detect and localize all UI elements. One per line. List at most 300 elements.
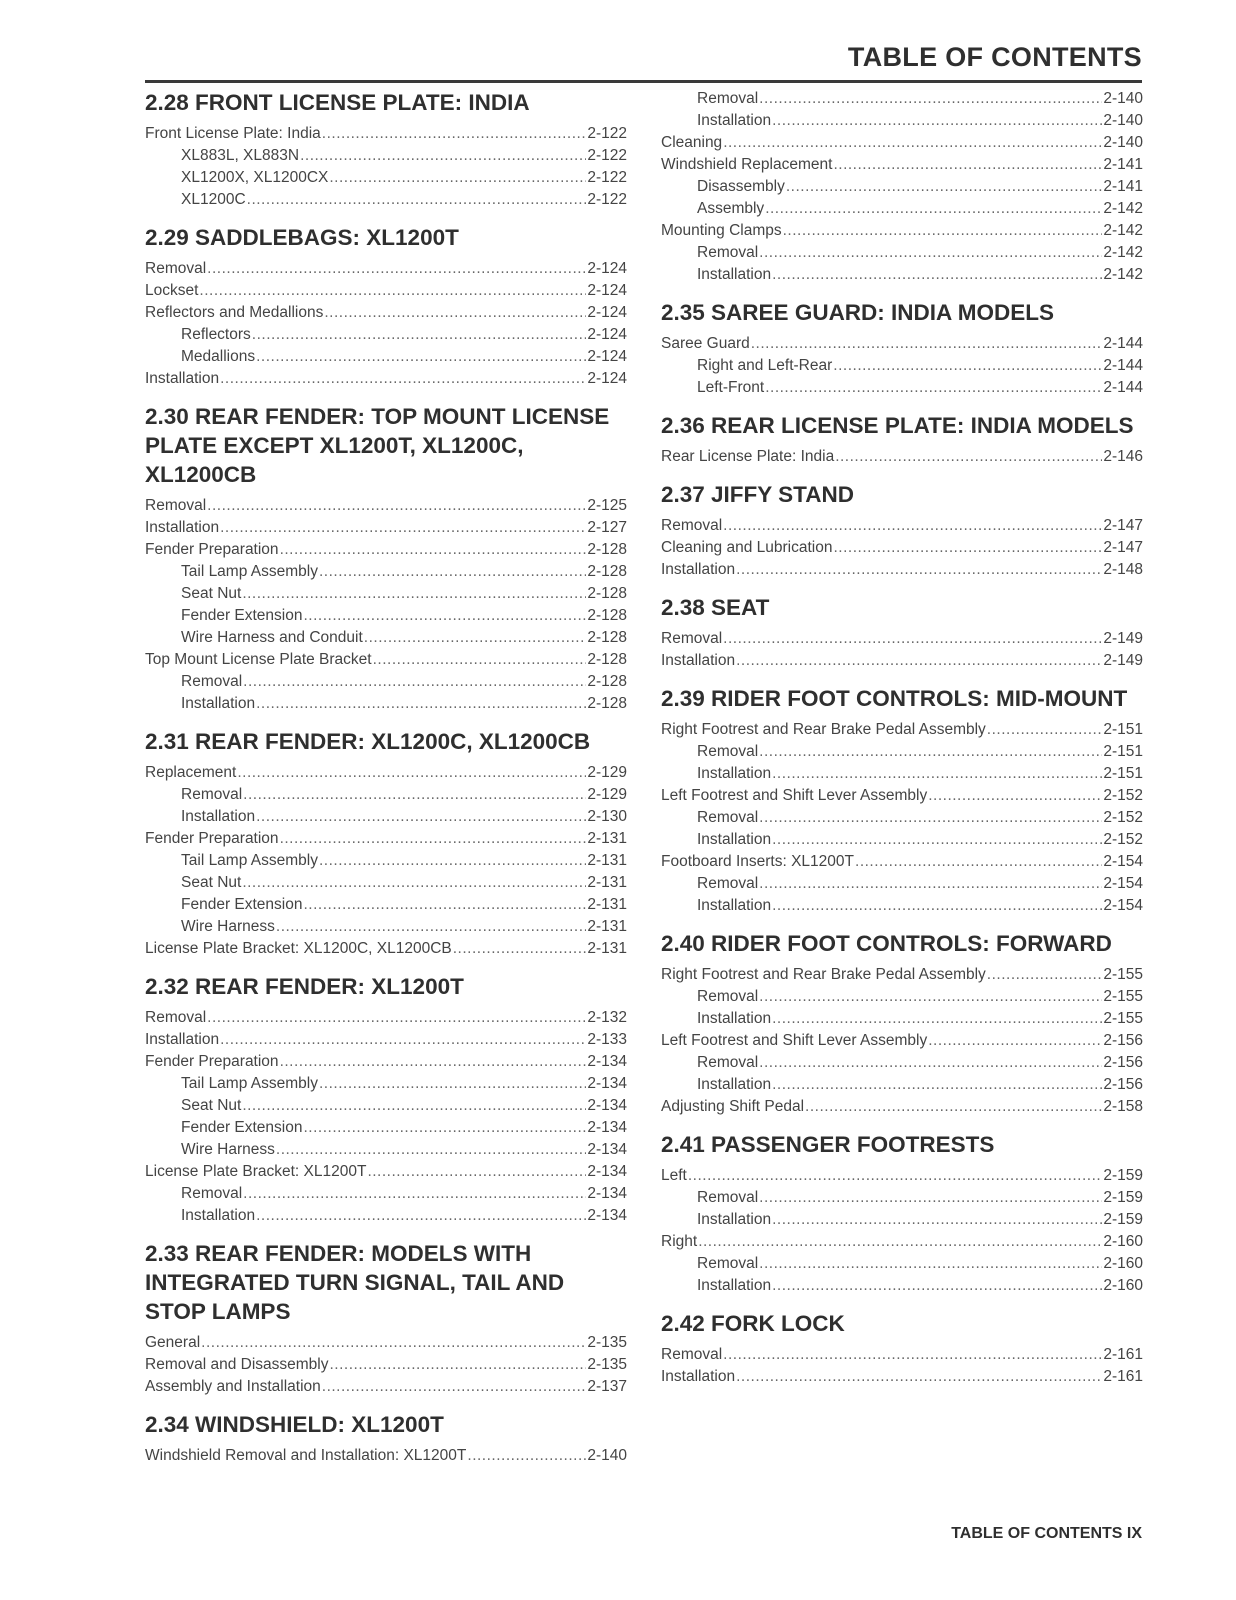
toc-entry-label: Installation xyxy=(697,1211,772,1228)
toc-entry[interactable] xyxy=(661,1366,1143,1388)
dot-leader xyxy=(367,1161,586,1183)
toc-entry-page: 2-137 xyxy=(587,1378,627,1395)
toc-entry[interactable] xyxy=(661,1209,1143,1231)
toc-entry-label: Removal xyxy=(145,497,207,514)
toc-entry[interactable] xyxy=(145,167,627,189)
toc-entry[interactable] xyxy=(145,495,627,517)
toc-entry-page: 2-124 xyxy=(587,370,627,387)
dot-leader xyxy=(304,1117,587,1139)
dot-leader xyxy=(319,1073,586,1095)
toc-entry[interactable] xyxy=(145,258,627,280)
toc-entry[interactable] xyxy=(145,368,627,390)
toc-entry-label: Installation xyxy=(697,765,772,782)
toc-entry[interactable] xyxy=(145,1095,627,1117)
toc-entry-page: 2-130 xyxy=(587,808,627,825)
dot-leader xyxy=(247,189,587,211)
toc-entry[interactable] xyxy=(145,784,627,806)
toc-entry-label: Removal xyxy=(697,1189,759,1206)
toc-entry[interactable] xyxy=(661,242,1143,264)
dot-leader xyxy=(759,242,1102,264)
section-title: 2.33 REAR FENDER: MODELS WITH INTEGRATED TURN SIGNAL, TAIL AND STOP LAMPS xyxy=(145,1241,565,1324)
dot-leader xyxy=(276,916,586,938)
toc-entry[interactable] xyxy=(661,1030,1143,1052)
toc-section xyxy=(661,929,1143,1118)
toc-section xyxy=(661,593,1143,672)
toc-entry-page: 2-134 xyxy=(587,1207,627,1224)
toc-entry[interactable] xyxy=(661,1165,1143,1187)
toc-entry[interactable] xyxy=(145,850,627,872)
toc-entry-label: Lockset xyxy=(145,282,199,299)
toc-entry-label: Installation xyxy=(697,897,772,914)
dot-leader xyxy=(243,784,586,806)
toc-section xyxy=(145,88,627,211)
toc-entry[interactable] xyxy=(145,872,627,894)
toc-right-column xyxy=(661,88,1143,1400)
toc-entry-label: Installation xyxy=(661,652,736,669)
dot-leader xyxy=(242,872,586,894)
dot-leader xyxy=(772,895,1102,917)
toc-entry-label: Installation xyxy=(697,1277,772,1294)
section-title: 2.36 REAR LICENSE PLATE: INDIA MODELS xyxy=(661,413,1134,438)
dot-leader xyxy=(928,785,1102,807)
toc-entry-page: 2-128 xyxy=(587,651,627,668)
toc-entry-label: Right Footrest and Rear Brake Pedal Assembly xyxy=(661,721,986,738)
toc-entry-label: Installation xyxy=(145,519,220,536)
toc-entry-page: 2-142 xyxy=(1103,200,1143,217)
toc-entry-page: 2-154 xyxy=(1103,897,1143,914)
toc-entry[interactable] xyxy=(145,806,627,828)
toc-entry-label: Removal xyxy=(661,517,723,534)
toc-entry-page: 2-134 xyxy=(587,1119,627,1136)
toc-section xyxy=(661,298,1143,399)
toc-entry[interactable] xyxy=(145,1051,627,1073)
toc-entry[interactable] xyxy=(661,377,1143,399)
toc-entry[interactable] xyxy=(661,446,1143,468)
toc-entry-label: Removal xyxy=(697,1255,759,1272)
toc-entry-label: Mounting Clamps xyxy=(661,222,782,239)
toc-entry-page: 2-155 xyxy=(1103,966,1143,983)
toc-entry-label: Removal xyxy=(145,260,207,277)
header-rule xyxy=(145,80,1142,83)
toc-entry[interactable] xyxy=(661,110,1143,132)
page-footer: TABLE OF CONTENTS IX xyxy=(951,1525,1142,1542)
toc-entry[interactable] xyxy=(661,1008,1143,1030)
toc-entry-label: Removal xyxy=(697,988,759,1005)
toc-entry-label: Windshield Replacement xyxy=(661,156,833,173)
toc-entry-page: 2-147 xyxy=(1103,517,1143,534)
toc-entry-label: License Plate Bracket: XL1200T xyxy=(145,1163,367,1180)
toc-entry[interactable] xyxy=(145,916,627,938)
toc-entry[interactable] xyxy=(145,693,627,715)
toc-entry[interactable] xyxy=(661,986,1143,1008)
toc-entry[interactable] xyxy=(145,189,627,211)
toc-entry[interactable] xyxy=(661,785,1143,807)
toc-entry-label: Right xyxy=(661,1233,698,1250)
toc-entry[interactable] xyxy=(145,145,627,167)
dot-leader xyxy=(256,693,586,715)
toc-entry[interactable] xyxy=(145,894,627,916)
toc-entry-label: Installation xyxy=(181,695,256,712)
dot-leader xyxy=(987,964,1103,986)
toc-entry-label: Removal xyxy=(661,1346,723,1363)
dot-leader xyxy=(772,829,1102,851)
toc-entry-label: Installation xyxy=(697,1010,772,1027)
toc-section xyxy=(661,480,1143,581)
toc-entry[interactable] xyxy=(145,938,627,960)
toc-entry-label: Windshield Removal and Installation: XL1200T xyxy=(145,1447,467,1464)
toc-entry-page: 2-131 xyxy=(587,874,627,891)
toc-entry-page: 2-144 xyxy=(1103,379,1143,396)
toc-entry-page: 2-132 xyxy=(587,1009,627,1026)
toc-entry[interactable] xyxy=(145,1139,627,1161)
toc-entry-label: Removal xyxy=(697,809,759,826)
toc-entry-page: 2-133 xyxy=(587,1031,627,1048)
toc-entry-label: Saree Guard xyxy=(661,335,750,352)
dot-leader xyxy=(723,1344,1102,1366)
toc-entry-label: Tail Lamp Assembly xyxy=(181,563,318,580)
toc-entry-page: 2-160 xyxy=(1103,1255,1143,1272)
toc-entry-label: Fender Preparation xyxy=(145,1053,279,1070)
toc-entry-label: Removal xyxy=(697,875,759,892)
dot-leader xyxy=(322,123,587,145)
toc-entry-page: 2-128 xyxy=(587,585,627,602)
toc-entry-page: 2-127 xyxy=(587,519,627,536)
toc-entry[interactable] xyxy=(145,1117,627,1139)
dot-leader xyxy=(242,1095,586,1117)
dot-leader xyxy=(319,850,586,872)
toc-entry[interactable] xyxy=(661,763,1143,785)
dot-leader xyxy=(201,1332,586,1354)
toc-entry-label: Assembly xyxy=(697,200,765,217)
toc-entry-label: License Plate Bracket: XL1200C, XL1200CB xyxy=(145,940,452,957)
toc-entry-label: Top Mount License Plate Bracket xyxy=(145,651,372,668)
toc-entry-page: 2-134 xyxy=(587,1185,627,1202)
toc-entry-page: 2-128 xyxy=(587,607,627,624)
toc-entry[interactable] xyxy=(145,1354,627,1376)
toc-entry-page: 2-151 xyxy=(1103,721,1143,738)
toc-entry-page: 2-124 xyxy=(587,282,627,299)
toc-entry[interactable] xyxy=(145,583,627,605)
toc-entry[interactable] xyxy=(661,1231,1143,1253)
toc-entry-label: Installation xyxy=(697,266,772,283)
toc-entry-page: 2-151 xyxy=(1103,743,1143,760)
toc-entry-label: Removal xyxy=(697,743,759,760)
toc-entry-label: Cleaning and Lubrication xyxy=(661,539,833,556)
toc-entry[interactable] xyxy=(145,1073,627,1095)
toc-entry[interactable] xyxy=(145,346,627,368)
toc-entry-label: Installation xyxy=(697,1076,772,1093)
toc-entry[interactable] xyxy=(145,1029,627,1051)
dot-leader xyxy=(736,1366,1102,1388)
dot-leader xyxy=(772,1209,1102,1231)
section-title: 2.35 SAREE GUARD: INDIA MODELS xyxy=(661,300,1054,325)
toc-entry-label: Removal xyxy=(181,673,243,690)
dot-leader xyxy=(759,88,1102,110)
toc-entry-page: 2-142 xyxy=(1103,222,1143,239)
dot-leader xyxy=(765,198,1102,220)
section-title: 2.41 PASSENGER FOOTRESTS xyxy=(661,1132,995,1157)
dot-leader xyxy=(199,280,586,302)
toc-entry[interactable] xyxy=(661,895,1143,917)
toc-entry[interactable] xyxy=(661,741,1143,763)
toc-entry-label: Installation xyxy=(145,1031,220,1048)
toc-entry-label: Right Footrest and Rear Brake Pedal Assembly xyxy=(661,966,986,983)
section-title: 2.34 WINDSHIELD: XL1200T xyxy=(145,1412,444,1437)
toc-entry[interactable] xyxy=(661,964,1143,986)
toc-entry[interactable] xyxy=(661,1187,1143,1209)
dot-leader xyxy=(364,627,587,649)
toc-entry[interactable] xyxy=(145,1205,627,1227)
toc-entry[interactable] xyxy=(661,559,1143,581)
toc-entry[interactable] xyxy=(661,1074,1143,1096)
toc-section xyxy=(661,1309,1143,1388)
toc-entry-label: Removal xyxy=(181,1185,243,1202)
toc-entry-page: 2-134 xyxy=(587,1097,627,1114)
toc-entry-label: XL1200C xyxy=(181,191,246,208)
dot-leader xyxy=(242,583,586,605)
toc-entry[interactable] xyxy=(661,1275,1143,1297)
dot-leader xyxy=(220,368,586,390)
toc-entry-page: 2-128 xyxy=(587,563,627,580)
dot-leader xyxy=(256,1205,586,1227)
toc-entry[interactable] xyxy=(145,605,627,627)
toc-entry-page: 2-134 xyxy=(587,1053,627,1070)
toc-entry[interactable] xyxy=(145,517,627,539)
toc-entry-label: Removal xyxy=(661,630,723,647)
dot-leader xyxy=(304,894,587,916)
toc-entry-page: 2-124 xyxy=(587,326,627,343)
toc-entry[interactable] xyxy=(661,333,1143,355)
dot-leader xyxy=(220,1029,586,1051)
section-title: 2.28 FRONT LICENSE PLATE: INDIA xyxy=(145,90,530,115)
dot-leader xyxy=(805,1096,1102,1118)
toc-entry-label: Footboard Inserts: XL1200T xyxy=(661,853,855,870)
dot-leader xyxy=(855,851,1102,873)
toc-entry-page: 2-140 xyxy=(1103,90,1143,107)
dot-leader xyxy=(772,763,1102,785)
toc-entry-label: Wire Harness xyxy=(181,1141,275,1158)
dot-leader xyxy=(786,176,1102,198)
dot-leader xyxy=(783,220,1103,242)
toc-entry[interactable] xyxy=(145,123,627,145)
toc-section xyxy=(145,727,627,960)
toc-entry[interactable] xyxy=(661,1253,1143,1275)
toc-entry[interactable] xyxy=(145,1445,627,1467)
toc-entry-page: 2-128 xyxy=(587,695,627,712)
toc-entry[interactable] xyxy=(661,176,1143,198)
dot-leader xyxy=(751,333,1103,355)
toc-entry-page: 2-151 xyxy=(1103,765,1143,782)
toc-entry[interactable] xyxy=(145,561,627,583)
toc-entry[interactable] xyxy=(661,515,1143,537)
toc-entry[interactable] xyxy=(145,302,627,324)
toc-entry[interactable] xyxy=(661,1096,1143,1118)
toc-entry-page: 2-131 xyxy=(587,940,627,957)
dot-leader xyxy=(467,1445,586,1467)
dot-leader xyxy=(833,154,1102,176)
toc-entry-label: Left xyxy=(661,1167,687,1184)
toc-entry[interactable] xyxy=(145,1007,627,1029)
dot-leader xyxy=(256,346,586,368)
toc-entry-label: Rear License Plate: India xyxy=(661,448,835,465)
dot-leader xyxy=(330,1354,587,1376)
dot-leader xyxy=(252,324,587,346)
toc-entry-page: 2-149 xyxy=(1103,652,1143,669)
toc-entry[interactable] xyxy=(661,198,1143,220)
section-title: 2.37 JIFFY STAND xyxy=(661,482,854,507)
toc-entry-page: 2-129 xyxy=(587,764,627,781)
toc-entry-label: Removal xyxy=(697,244,759,261)
toc-entry[interactable] xyxy=(145,1332,627,1354)
dot-leader xyxy=(304,605,587,627)
toc-entry[interactable] xyxy=(145,828,627,850)
toc-entry-label: XL1200X, XL1200CX xyxy=(181,169,329,186)
dot-leader xyxy=(772,1275,1102,1297)
toc-entry[interactable] xyxy=(661,264,1143,286)
dot-leader xyxy=(759,1187,1102,1209)
toc-entry-label: Right and Left-Rear xyxy=(697,357,833,374)
toc-entry[interactable] xyxy=(661,650,1143,672)
toc-entry-label: Front License Plate: India xyxy=(145,125,321,142)
toc-entry-page: 2-141 xyxy=(1103,156,1143,173)
toc-entry-page: 2-142 xyxy=(1103,266,1143,283)
toc-entry-page: 2-122 xyxy=(587,191,627,208)
toc-section xyxy=(145,1410,627,1467)
toc-entry-label: General xyxy=(145,1334,201,1351)
toc-entry[interactable] xyxy=(661,873,1143,895)
dot-leader xyxy=(698,1231,1102,1253)
toc-entry-label: Tail Lamp Assembly xyxy=(181,1075,318,1092)
toc-entry[interactable] xyxy=(145,671,627,693)
toc-entry-page: 2-141 xyxy=(1103,178,1143,195)
toc-entry[interactable] xyxy=(145,324,627,346)
toc-entry[interactable] xyxy=(661,88,1143,110)
toc-entry[interactable] xyxy=(145,627,627,649)
toc-entry-label: Left-Front xyxy=(697,379,765,396)
toc-entry[interactable] xyxy=(145,762,627,784)
toc-entry-page: 2-156 xyxy=(1103,1054,1143,1071)
toc-entry-page: 2-122 xyxy=(587,125,627,142)
dot-leader xyxy=(833,355,1102,377)
dot-leader xyxy=(324,302,586,324)
toc-entry-page: 2-128 xyxy=(587,673,627,690)
toc-entry[interactable] xyxy=(661,132,1143,154)
toc-entry-page: 2-159 xyxy=(1103,1167,1143,1184)
page-title: TABLE OF CONTENTS xyxy=(847,42,1142,72)
toc-entry[interactable] xyxy=(145,649,627,671)
toc-entry-page: 2-140 xyxy=(587,1447,627,1464)
toc-entry-page: 2-152 xyxy=(1103,831,1143,848)
toc-entry-label: Removal and Disassembly xyxy=(145,1356,329,1373)
toc-entry-page: 2-152 xyxy=(1103,787,1143,804)
toc-section xyxy=(661,1130,1143,1297)
toc-entry-page: 2-155 xyxy=(1103,1010,1143,1027)
dot-leader xyxy=(723,515,1102,537)
toc-entry-label: Seat Nut xyxy=(181,585,242,602)
toc-entry-label: Reflectors xyxy=(181,326,251,343)
dot-leader xyxy=(207,495,586,517)
toc-entry[interactable] xyxy=(661,1052,1143,1074)
toc-entry-page: 2-147 xyxy=(1103,539,1143,556)
toc-entry-page: 2-152 xyxy=(1103,809,1143,826)
dot-leader xyxy=(759,986,1102,1008)
toc-entry[interactable] xyxy=(661,851,1143,873)
section-title: 2.40 RIDER FOOT CONTROLS: FORWARD xyxy=(661,931,1112,956)
toc-entry-label: Wire Harness xyxy=(181,918,275,935)
toc-entry[interactable] xyxy=(661,537,1143,559)
dot-leader xyxy=(688,1165,1102,1187)
dot-leader xyxy=(207,258,586,280)
toc-entry-page: 2-156 xyxy=(1103,1076,1143,1093)
dot-leader xyxy=(237,762,586,784)
toc-entry[interactable] xyxy=(661,220,1143,242)
dot-leader xyxy=(220,517,586,539)
toc-entry-page: 2-146 xyxy=(1103,448,1143,465)
toc-section xyxy=(661,411,1143,468)
toc-entry-page: 2-140 xyxy=(1103,134,1143,151)
toc-entry[interactable] xyxy=(145,1161,627,1183)
toc-entry[interactable] xyxy=(145,1376,627,1398)
section-title: 2.29 SADDLEBAGS: XL1200T xyxy=(145,225,459,250)
toc-entry-label: Fender Preparation xyxy=(145,541,279,558)
toc-entry-label: Installation xyxy=(697,112,772,129)
toc-entry-page: 2-129 xyxy=(587,786,627,803)
toc-entry-label: Tail Lamp Assembly xyxy=(181,852,318,869)
toc-entry[interactable] xyxy=(145,539,627,561)
toc-entry-page: 2-135 xyxy=(587,1356,627,1373)
toc-entry-label: Installation xyxy=(697,831,772,848)
toc-entry[interactable] xyxy=(661,719,1143,741)
toc-entry-page: 2-148 xyxy=(1103,561,1143,578)
toc-entry-page: 2-140 xyxy=(1103,112,1143,129)
toc-entry-label: Fender Extension xyxy=(181,896,303,913)
dot-leader xyxy=(772,1074,1102,1096)
dot-leader xyxy=(276,1139,586,1161)
dot-leader xyxy=(280,828,587,850)
toc-entry[interactable] xyxy=(661,628,1143,650)
dot-leader xyxy=(280,1051,587,1073)
toc-entry[interactable] xyxy=(661,1344,1143,1366)
toc-entry-label: Cleaning xyxy=(661,134,723,151)
toc-entry-label: Seat Nut xyxy=(181,1097,242,1114)
toc-entry-page: 2-124 xyxy=(587,260,627,277)
dot-leader xyxy=(453,938,587,960)
section-title: 2.39 RIDER FOOT CONTROLS: MID-MOUNT xyxy=(661,686,1128,711)
toc-entry[interactable] xyxy=(145,280,627,302)
toc-entry[interactable] xyxy=(661,154,1143,176)
toc-entry-page: 2-131 xyxy=(587,918,627,935)
toc-entry-page: 2-156 xyxy=(1103,1032,1143,1049)
toc-entry[interactable] xyxy=(145,1183,627,1205)
toc-entry[interactable] xyxy=(661,355,1143,377)
toc-entry-page: 2-142 xyxy=(1103,244,1143,261)
dot-leader xyxy=(759,873,1102,895)
toc-entry-page: 2-122 xyxy=(587,147,627,164)
toc-entry-label: Left Footrest and Shift Lever Assembly xyxy=(661,787,928,804)
dot-leader xyxy=(833,537,1102,559)
dot-leader xyxy=(243,1183,586,1205)
toc-entry-page: 2-131 xyxy=(587,896,627,913)
dot-leader xyxy=(736,559,1102,581)
toc-entry-page: 2-134 xyxy=(587,1075,627,1092)
toc-entry[interactable] xyxy=(661,807,1143,829)
toc-entry-page: 2-124 xyxy=(587,304,627,321)
dot-leader xyxy=(256,806,586,828)
dot-leader xyxy=(319,561,586,583)
toc-entry[interactable] xyxy=(661,829,1143,851)
toc-entry-page: 2-131 xyxy=(587,830,627,847)
dot-leader xyxy=(300,145,586,167)
